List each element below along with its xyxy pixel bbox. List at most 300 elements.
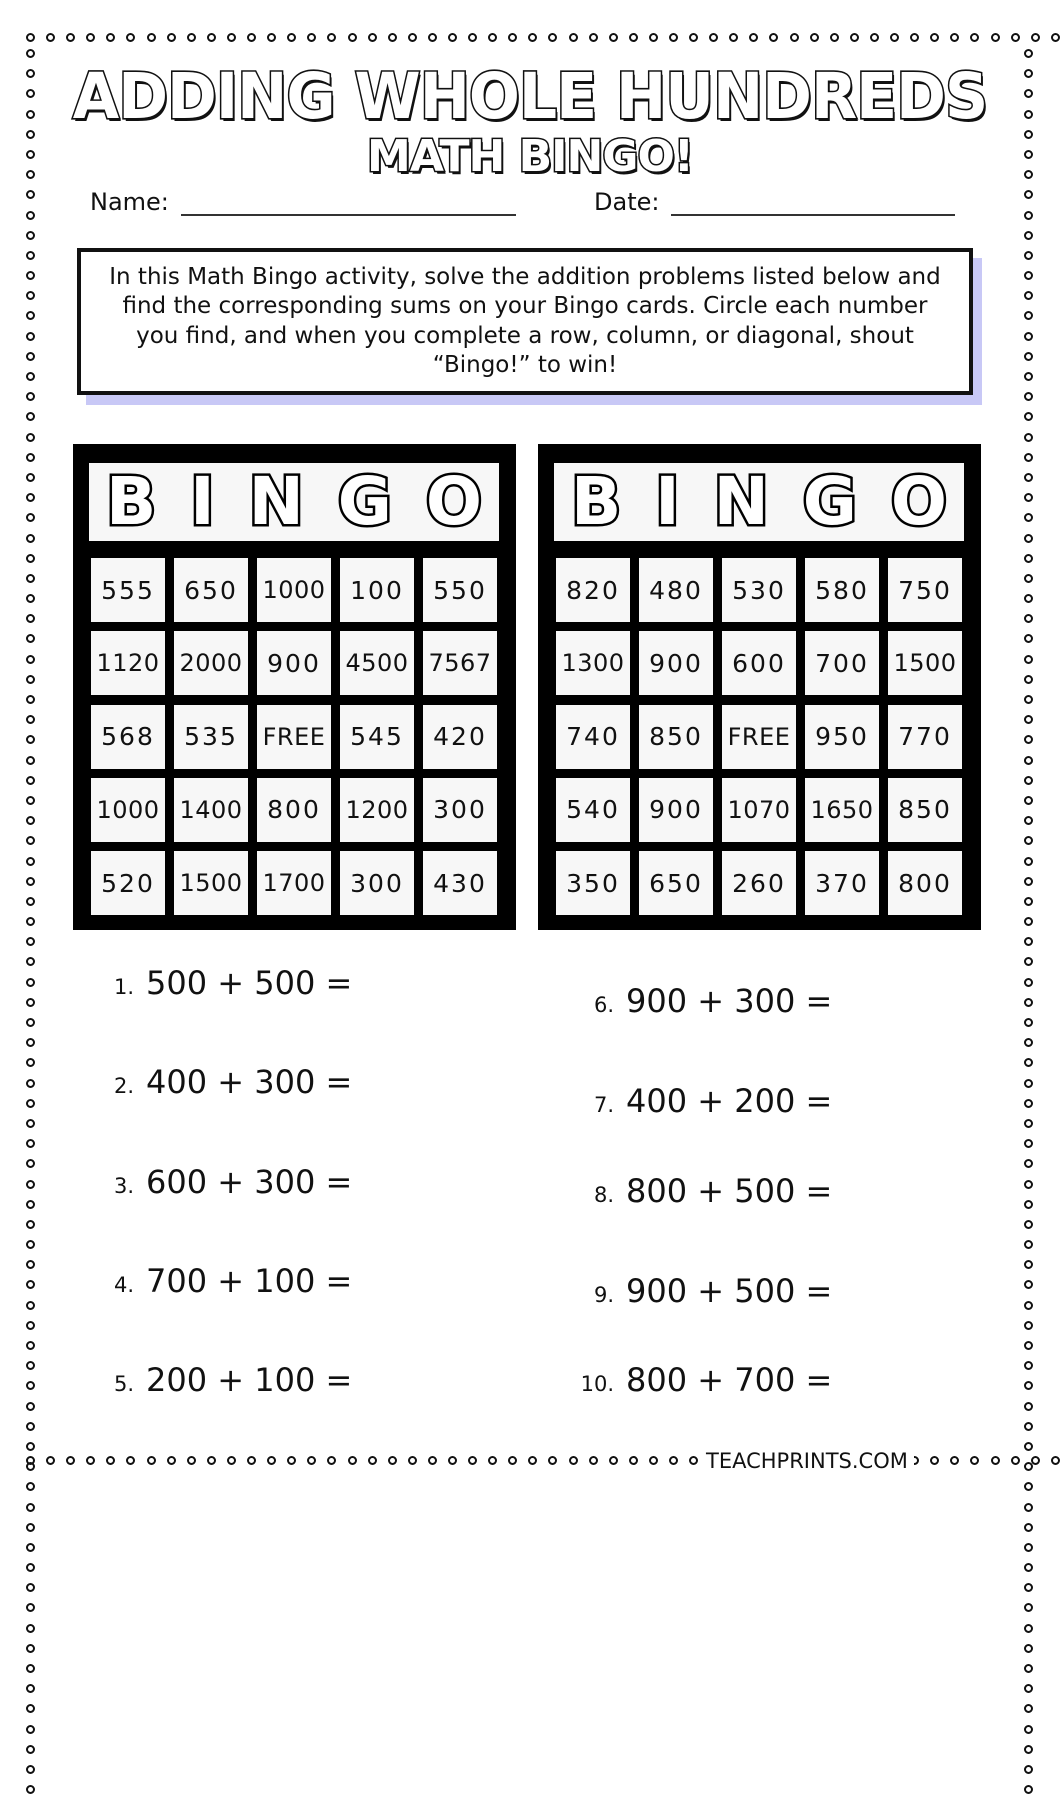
border-dot-icon <box>1024 957 1033 966</box>
border-dot-icon <box>689 1456 698 1465</box>
problem-8: 8. 800 + 500 = <box>593 1172 833 1210</box>
bingo-cell[interactable]: 530 <box>722 558 796 622</box>
border-dot-icon <box>1024 311 1033 320</box>
border-dot-icon <box>1024 1220 1033 1229</box>
border-dot-icon <box>1024 1180 1033 1189</box>
border-dot-icon <box>629 1456 638 1465</box>
border-dot-icon <box>26 1523 35 1532</box>
problem-10: 10. 800 + 700 = <box>580 1361 833 1399</box>
border-dot-icon <box>1024 534 1033 543</box>
bingo-cell[interactable]: 750 <box>888 558 962 622</box>
border-dot-icon <box>1024 978 1033 987</box>
problem-2: 2. 400 + 300 = <box>113 1063 353 1101</box>
border-dot-icon <box>1024 1603 1033 1612</box>
border-dot-icon <box>1024 352 1033 361</box>
border-dot-icon <box>287 33 296 42</box>
border-dot-icon <box>26 816 35 825</box>
border-dot-icon <box>810 33 819 42</box>
bingo-cell[interactable]: 260 <box>722 851 796 915</box>
border-dot-icon <box>930 1456 939 1465</box>
dotted-border-left <box>26 49 35 1805</box>
border-dot-icon <box>187 1456 196 1465</box>
bingo-cell[interactable]: 900 <box>639 778 713 842</box>
border-dot-icon <box>508 1456 517 1465</box>
bingo-cell[interactable]: 1400 <box>174 778 248 842</box>
border-dot-icon <box>428 1456 437 1465</box>
problem-6: 6. 900 + 300 = <box>593 982 833 1020</box>
border-dot-icon <box>1024 211 1033 220</box>
bingo-cell[interactable]: 480 <box>639 558 713 622</box>
border-dot-icon <box>870 33 879 42</box>
border-dot-icon <box>26 1482 35 1491</box>
border-dot-icon <box>267 33 276 42</box>
border-dot-icon <box>790 33 799 42</box>
border-dot-icon <box>26 1381 35 1390</box>
border-dot-icon <box>26 1139 35 1148</box>
bingo-cell[interactable]: 580 <box>805 558 879 622</box>
border-dot-icon <box>1024 816 1033 825</box>
date-field[interactable] <box>594 188 955 216</box>
border-dot-icon <box>26 1260 35 1269</box>
border-dot-icon <box>26 1543 35 1552</box>
border-dot-icon <box>669 33 678 42</box>
bingo-cell[interactable]: 650 <box>639 851 713 915</box>
border-dot-icon <box>1051 33 1060 42</box>
border-dot-icon <box>26 756 35 765</box>
border-dot-icon <box>930 33 939 42</box>
border-dot-icon <box>348 1456 357 1465</box>
border-dot-icon <box>26 1442 35 1451</box>
border-dot-icon <box>26 1765 35 1774</box>
border-dot-icon <box>1024 412 1033 421</box>
border-dot-icon <box>1024 251 1033 260</box>
border-dot-icon <box>1024 1442 1033 1451</box>
border-dot-icon <box>106 1456 115 1465</box>
border-dot-icon <box>26 594 35 603</box>
border-dot-icon <box>1024 614 1033 623</box>
border-dot-icon <box>1024 453 1033 462</box>
border-dot-icon <box>26 1704 35 1713</box>
instructions-text: In this Math Bingo activity, solve the addition problems listed below and find the corresponding sums on your Bingo cards. Circle each number you find, and when you complete a row, column, or diagonal, shout “Bingo!” to win! <box>109 263 941 378</box>
border-dot-icon <box>327 33 336 42</box>
problem-7: 7. 400 + 200 = <box>593 1082 833 1120</box>
bingo-cell[interactable]: 850 <box>888 778 962 842</box>
bingo-cell[interactable]: 568 <box>91 705 165 769</box>
border-dot-icon <box>368 1456 377 1465</box>
border-dot-icon <box>991 1456 1000 1465</box>
border-dot-icon <box>1024 1725 1033 1734</box>
bingo-cell[interactable]: 900 <box>639 631 713 695</box>
bingo-header <box>554 463 964 541</box>
border-dot-icon <box>126 33 135 42</box>
border-dot-icon <box>227 1456 236 1465</box>
bingo-header <box>89 463 499 541</box>
bingo-cell[interactable]: 550 <box>423 558 497 622</box>
border-dot-icon <box>448 1456 457 1465</box>
border-dot-icon <box>26 33 35 42</box>
bingo-letter: B <box>570 463 622 540</box>
bingo-cell[interactable]: 300 <box>423 778 497 842</box>
border-dot-icon <box>26 877 35 886</box>
border-dot-icon <box>26 695 35 704</box>
border-dot-icon <box>26 1180 35 1189</box>
border-dot-icon <box>1024 513 1033 522</box>
border-dot-icon <box>1031 33 1040 42</box>
border-dot-icon <box>1024 594 1033 603</box>
bingo-letter: G <box>802 463 857 540</box>
border-dot-icon <box>26 917 35 926</box>
border-dot-icon <box>1024 857 1033 866</box>
instructions-box <box>77 248 973 395</box>
border-dot-icon <box>126 1456 135 1465</box>
bingo-cell[interactable]: 7567 <box>423 631 497 695</box>
border-dot-icon <box>1024 1503 1033 1512</box>
bingo-letter: N <box>248 463 304 540</box>
border-dot-icon <box>26 1038 35 1047</box>
border-dot-icon <box>26 433 35 442</box>
border-dot-icon <box>488 1456 497 1465</box>
border-dot-icon <box>729 33 738 42</box>
border-dot-icon <box>488 33 497 42</box>
border-dot-icon <box>1024 1280 1033 1289</box>
border-dot-icon <box>26 978 35 987</box>
border-dot-icon <box>26 1664 35 1673</box>
border-dot-icon <box>1024 1482 1033 1491</box>
border-dot-icon <box>1024 231 1033 240</box>
border-dot-icon <box>368 33 377 42</box>
bingo-cell[interactable]: 2000 <box>174 631 248 695</box>
problem-9: 9. 900 + 500 = <box>593 1272 833 1310</box>
border-dot-icon <box>26 1725 35 1734</box>
border-dot-icon <box>1024 1745 1033 1754</box>
border-dot-icon <box>1024 1381 1033 1390</box>
bingo-cell[interactable]: 1000 <box>257 558 331 622</box>
border-dot-icon <box>26 1785 35 1794</box>
border-dot-icon <box>1024 1704 1033 1713</box>
border-dot-icon <box>528 1456 537 1465</box>
bingo-cell[interactable]: 370 <box>805 851 879 915</box>
border-dot-icon <box>26 1119 35 1128</box>
border-dot-icon <box>1024 1139 1033 1148</box>
bingo-letter: N <box>713 463 769 540</box>
border-dot-icon <box>26 796 35 805</box>
border-dot-icon <box>448 33 457 42</box>
border-dot-icon <box>46 1456 55 1465</box>
bingo-card-1 <box>73 444 516 930</box>
border-dot-icon <box>1024 655 1033 664</box>
border-dot-icon <box>26 1684 35 1693</box>
border-dot-icon <box>287 1456 296 1465</box>
border-dot-icon <box>26 1058 35 1067</box>
border-dot-icon <box>26 1159 35 1168</box>
bingo-cell[interactable]: 650 <box>174 558 248 622</box>
border-dot-icon <box>26 453 35 462</box>
border-dot-icon <box>26 412 35 421</box>
border-dot-icon <box>66 33 75 42</box>
bingo-cell[interactable]: 420 <box>423 705 497 769</box>
bingo-cell[interactable]: 800 <box>888 851 962 915</box>
border-dot-icon <box>1024 1583 1033 1592</box>
border-dot-icon <box>1024 190 1033 199</box>
border-dot-icon <box>428 33 437 42</box>
bingo-cell[interactable]: 770 <box>888 705 962 769</box>
border-dot-icon <box>1024 1240 1033 1249</box>
border-dot-icon <box>26 634 35 643</box>
border-dot-icon <box>167 1456 176 1465</box>
border-dot-icon <box>609 33 618 42</box>
border-dot-icon <box>26 1099 35 1108</box>
border-dot-icon <box>26 49 35 58</box>
border-dot-icon <box>609 1456 618 1465</box>
border-dot-icon <box>970 33 979 42</box>
border-dot-icon <box>1024 1785 1033 1794</box>
bingo-cell[interactable]: 1500 <box>888 631 962 695</box>
border-dot-icon <box>1024 1018 1033 1027</box>
bingo-cell[interactable]: 740 <box>556 705 630 769</box>
border-dot-icon <box>850 33 859 42</box>
border-dot-icon <box>66 1456 75 1465</box>
border-dot-icon <box>1024 1523 1033 1532</box>
border-dot-icon <box>26 937 35 946</box>
border-dot-icon <box>1024 1624 1033 1633</box>
border-dot-icon <box>1024 1543 1033 1552</box>
border-dot-icon <box>26 513 35 522</box>
border-dot-icon <box>187 33 196 42</box>
border-dot-icon <box>247 33 256 42</box>
border-dot-icon <box>327 1456 336 1465</box>
border-dot-icon <box>26 836 35 845</box>
border-dot-icon <box>1024 897 1033 906</box>
border-dot-icon <box>247 1456 256 1465</box>
bingo-cell[interactable]: 1000 <box>91 778 165 842</box>
border-dot-icon <box>26 675 35 684</box>
border-dot-icon <box>1024 1260 1033 1269</box>
border-dot-icon <box>689 33 698 42</box>
border-dot-icon <box>207 1456 216 1465</box>
border-dot-icon <box>26 1624 35 1633</box>
footer-site-credit: TEACHPRINTS.COM <box>700 1449 914 1473</box>
bingo-cell[interactable]: 430 <box>423 851 497 915</box>
border-dot-icon <box>26 1341 35 1350</box>
border-dot-icon <box>1011 1456 1020 1465</box>
bingo-grid <box>91 558 497 915</box>
bingo-cell[interactable]: 540 <box>556 778 630 842</box>
border-dot-icon <box>388 1456 397 1465</box>
border-dot-icon <box>1024 998 1033 1007</box>
border-dot-icon <box>1024 1341 1033 1350</box>
border-dot-icon <box>26 1079 35 1088</box>
border-dot-icon <box>950 33 959 42</box>
border-dot-icon <box>307 1456 316 1465</box>
border-dot-icon <box>26 1280 35 1289</box>
bingo-cell[interactable]: 1500 <box>174 851 248 915</box>
bingo-cell[interactable]: 600 <box>722 631 796 695</box>
bingo-cell[interactable]: 535 <box>174 705 248 769</box>
border-dot-icon <box>1011 33 1020 42</box>
border-dot-icon <box>26 614 35 623</box>
border-dot-icon <box>26 776 35 785</box>
problem-5: 5. 200 + 100 = <box>113 1361 353 1399</box>
border-dot-icon <box>267 1456 276 1465</box>
border-dot-icon <box>1024 1321 1033 1330</box>
border-dot-icon <box>26 655 35 664</box>
border-dot-icon <box>1024 332 1033 341</box>
border-dot-icon <box>26 1563 35 1572</box>
border-dot-icon <box>569 1456 578 1465</box>
name-field[interactable] <box>90 188 516 216</box>
border-dot-icon <box>1024 796 1033 805</box>
date-label: Date: <box>594 188 660 216</box>
border-dot-icon <box>910 33 919 42</box>
border-dot-icon <box>26 473 35 482</box>
border-dot-icon <box>26 291 35 300</box>
bingo-card-2 <box>538 444 981 930</box>
border-dot-icon <box>26 857 35 866</box>
border-dot-icon <box>468 33 477 42</box>
bingo-cell[interactable]: 545 <box>340 705 414 769</box>
border-dot-icon <box>26 251 35 260</box>
border-dot-icon <box>950 1456 959 1465</box>
border-dot-icon <box>1024 756 1033 765</box>
border-dot-icon <box>1024 433 1033 442</box>
border-dot-icon <box>1024 1038 1033 1047</box>
bingo-cell[interactable]: 800 <box>257 778 331 842</box>
border-dot-icon <box>1024 1079 1033 1088</box>
bingo-cell[interactable]: 1120 <box>91 631 165 695</box>
border-dot-icon <box>26 998 35 1007</box>
bingo-letter: G <box>337 463 392 540</box>
border-dot-icon <box>1024 1684 1033 1693</box>
bingo-cell[interactable]: 1700 <box>257 851 331 915</box>
border-dot-icon <box>1024 574 1033 583</box>
bingo-cell[interactable]: 350 <box>556 851 630 915</box>
border-dot-icon <box>1024 493 1033 502</box>
border-dot-icon <box>1024 735 1033 744</box>
border-dot-icon <box>26 190 35 199</box>
name-input-line[interactable] <box>181 188 516 216</box>
border-dot-icon <box>147 1456 156 1465</box>
bingo-cell[interactable]: 1650 <box>805 778 879 842</box>
bingo-cell[interactable]: 4500 <box>340 631 414 695</box>
border-dot-icon <box>26 897 35 906</box>
border-dot-icon <box>1051 1456 1060 1465</box>
border-dot-icon <box>1024 675 1033 684</box>
border-dot-icon <box>26 1745 35 1754</box>
border-dot-icon <box>569 33 578 42</box>
border-dot-icon <box>528 33 537 42</box>
bingo-cell[interactable]: 820 <box>556 558 630 622</box>
border-dot-icon <box>26 332 35 341</box>
bingo-letter: B <box>105 463 157 540</box>
border-dot-icon <box>649 33 658 42</box>
bingo-cell[interactable]: 1070 <box>722 778 796 842</box>
border-dot-icon <box>26 957 35 966</box>
border-dot-icon <box>26 534 35 543</box>
bingo-cell[interactable]: 1200 <box>340 778 414 842</box>
bingo-cell[interactable]: 300 <box>340 851 414 915</box>
bingo-letter: I <box>655 463 680 540</box>
border-dot-icon <box>26 1422 35 1431</box>
bingo-cell[interactable]: 520 <box>91 851 165 915</box>
border-dot-icon <box>1024 715 1033 724</box>
border-dot-icon <box>1024 1664 1033 1673</box>
border-dot-icon <box>46 33 55 42</box>
border-dot-icon <box>1024 917 1033 926</box>
border-dot-icon <box>26 1644 35 1653</box>
date-input-line[interactable] <box>671 188 955 216</box>
border-dot-icon <box>26 735 35 744</box>
bingo-letter: O <box>890 463 947 540</box>
name-label: Name: <box>90 188 169 216</box>
border-dot-icon <box>548 1456 557 1465</box>
border-dot-icon <box>26 1301 35 1310</box>
border-dot-icon <box>1024 695 1033 704</box>
border-dot-icon <box>207 33 216 42</box>
border-dot-icon <box>26 574 35 583</box>
border-dot-icon <box>1024 392 1033 401</box>
border-dot-icon <box>589 1456 598 1465</box>
bingo-free-space[interactable]: FREE <box>257 705 331 769</box>
border-dot-icon <box>1024 836 1033 845</box>
border-dot-icon <box>26 1462 35 1471</box>
border-dot-icon <box>26 1240 35 1249</box>
bingo-free-space[interactable]: FREE <box>722 705 796 769</box>
bingo-cell[interactable]: 700 <box>805 631 879 695</box>
border-dot-icon <box>1024 1765 1033 1774</box>
bingo-cell[interactable]: 950 <box>805 705 879 769</box>
bingo-cell[interactable]: 555 <box>91 558 165 622</box>
border-dot-icon <box>26 1402 35 1411</box>
border-dot-icon <box>1024 1644 1033 1653</box>
border-dot-icon <box>26 554 35 563</box>
border-dot-icon <box>408 33 417 42</box>
border-dot-icon <box>1024 1200 1033 1209</box>
border-dot-icon <box>649 1456 658 1465</box>
border-dot-icon <box>26 1220 35 1229</box>
border-dot-icon <box>408 1456 417 1465</box>
worksheet-title: ADDING WHOLE HUNDREDS <box>72 60 988 134</box>
bingo-cell[interactable]: 1300 <box>556 631 630 695</box>
dotted-border-right <box>1024 49 1033 1805</box>
border-dot-icon <box>147 33 156 42</box>
bingo-cell[interactable]: 850 <box>639 705 713 769</box>
border-dot-icon <box>26 311 35 320</box>
border-dot-icon <box>106 33 115 42</box>
border-dot-icon <box>890 33 899 42</box>
border-dot-icon <box>86 1456 95 1465</box>
border-dot-icon <box>1024 1563 1033 1572</box>
bingo-letter: I <box>190 463 215 540</box>
border-dot-icon <box>1024 1301 1033 1310</box>
dotted-border-top <box>26 33 1060 42</box>
border-dot-icon <box>167 33 176 42</box>
border-dot-icon <box>388 33 397 42</box>
border-dot-icon <box>970 1456 979 1465</box>
border-dot-icon <box>1024 877 1033 886</box>
border-dot-icon <box>26 1361 35 1370</box>
bingo-cell[interactable]: 900 <box>257 631 331 695</box>
bingo-cell[interactable]: 100 <box>340 558 414 622</box>
border-dot-icon <box>26 1503 35 1512</box>
problem-3: 3. 600 + 300 = <box>113 1163 353 1201</box>
border-dot-icon <box>749 33 758 42</box>
border-dot-icon <box>26 493 35 502</box>
border-dot-icon <box>26 231 35 240</box>
border-dot-icon <box>669 1456 678 1465</box>
border-dot-icon <box>86 33 95 42</box>
border-dot-icon <box>1024 1159 1033 1168</box>
border-dot-icon <box>830 33 839 42</box>
